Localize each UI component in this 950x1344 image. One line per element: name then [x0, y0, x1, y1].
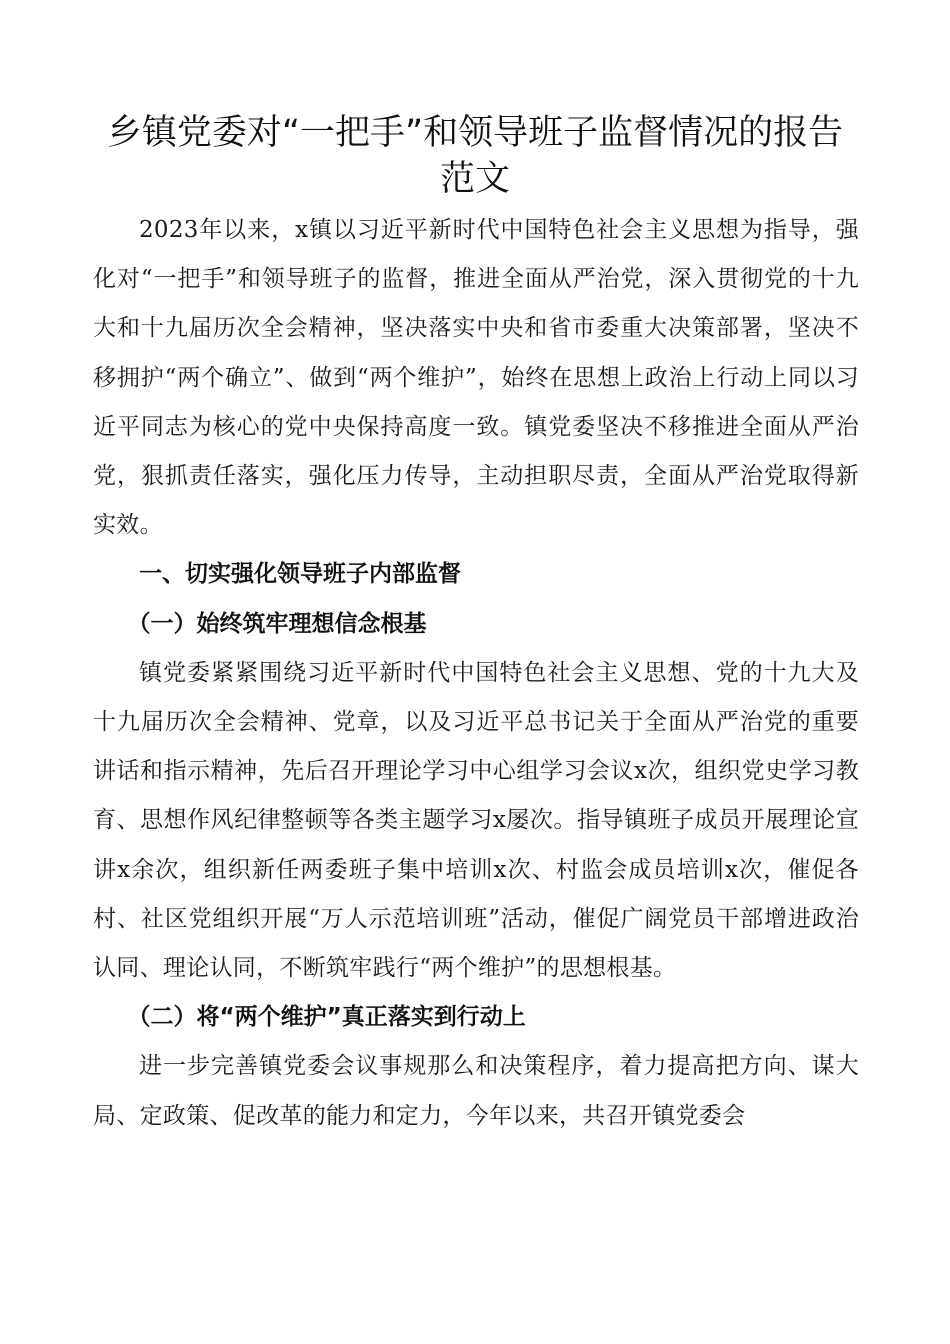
subsection-2-paragraph: 进一步完善镇党委会议事规那么和决策程序，着力提高把方向、谋大局、定政策、促改革的能力和定力，今年以来，共召开镇党委会	[93, 1053, 859, 1129]
subsection-heading-2: （二）将“两个维护”真正落实到行动上	[127, 1004, 526, 1031]
intro-paragraph: 2023年以来，x镇以习近平新时代中国特色社会主义思想为指导，强化对“一把手”和领导班子的监督，推进全面从严治党，深入贯彻党的十九大和十九届历次全会精神，坚决落实中央和省市委重大决策部署，坚决不移拥护“两个确立”、做到“两个维护”，始终在思想上政治上行动上同以习近平同志为核心的党中央保持高度一致。镇党委坚决不移推进全面从严治党，狠抓责任落实，强化压力传导，主动担职尽责，全面从严治党取得新实效。	[93, 217, 859, 539]
section-heading-1: 一、切实强化领导班子内部监督	[139, 561, 461, 588]
document-body	[93, 206, 859, 1141]
subsection-1-paragraph: 镇党委紧紧围绕习近平新时代中国特色社会主义思想、党的十九大及十九届历次全会精神、党章，以及习近平总书记关于全面从严治党的重要讲话和指示精神，先后召开理论学习中心组学习会议x次，组织党史学习教育、思想作风纪律整顿等各类主题学习x屡次。指导镇班子成员开展理论宣讲x余次，组织新任两委班子集中培训x次、村监会成员培训x次，催促各村、社区党组织开展“万人示范培训班”活动，催促广阔党员干部增进政治认同、理论认同，不断筑牢践行“两个维护”的思想根基。	[93, 659, 859, 982]
document-title: 乡镇党委对“一把手”和领导班子监督情况的报告范文	[106, 113, 844, 199]
subsection-heading-1: （一）始终筑牢理想信念根基	[127, 610, 427, 637]
